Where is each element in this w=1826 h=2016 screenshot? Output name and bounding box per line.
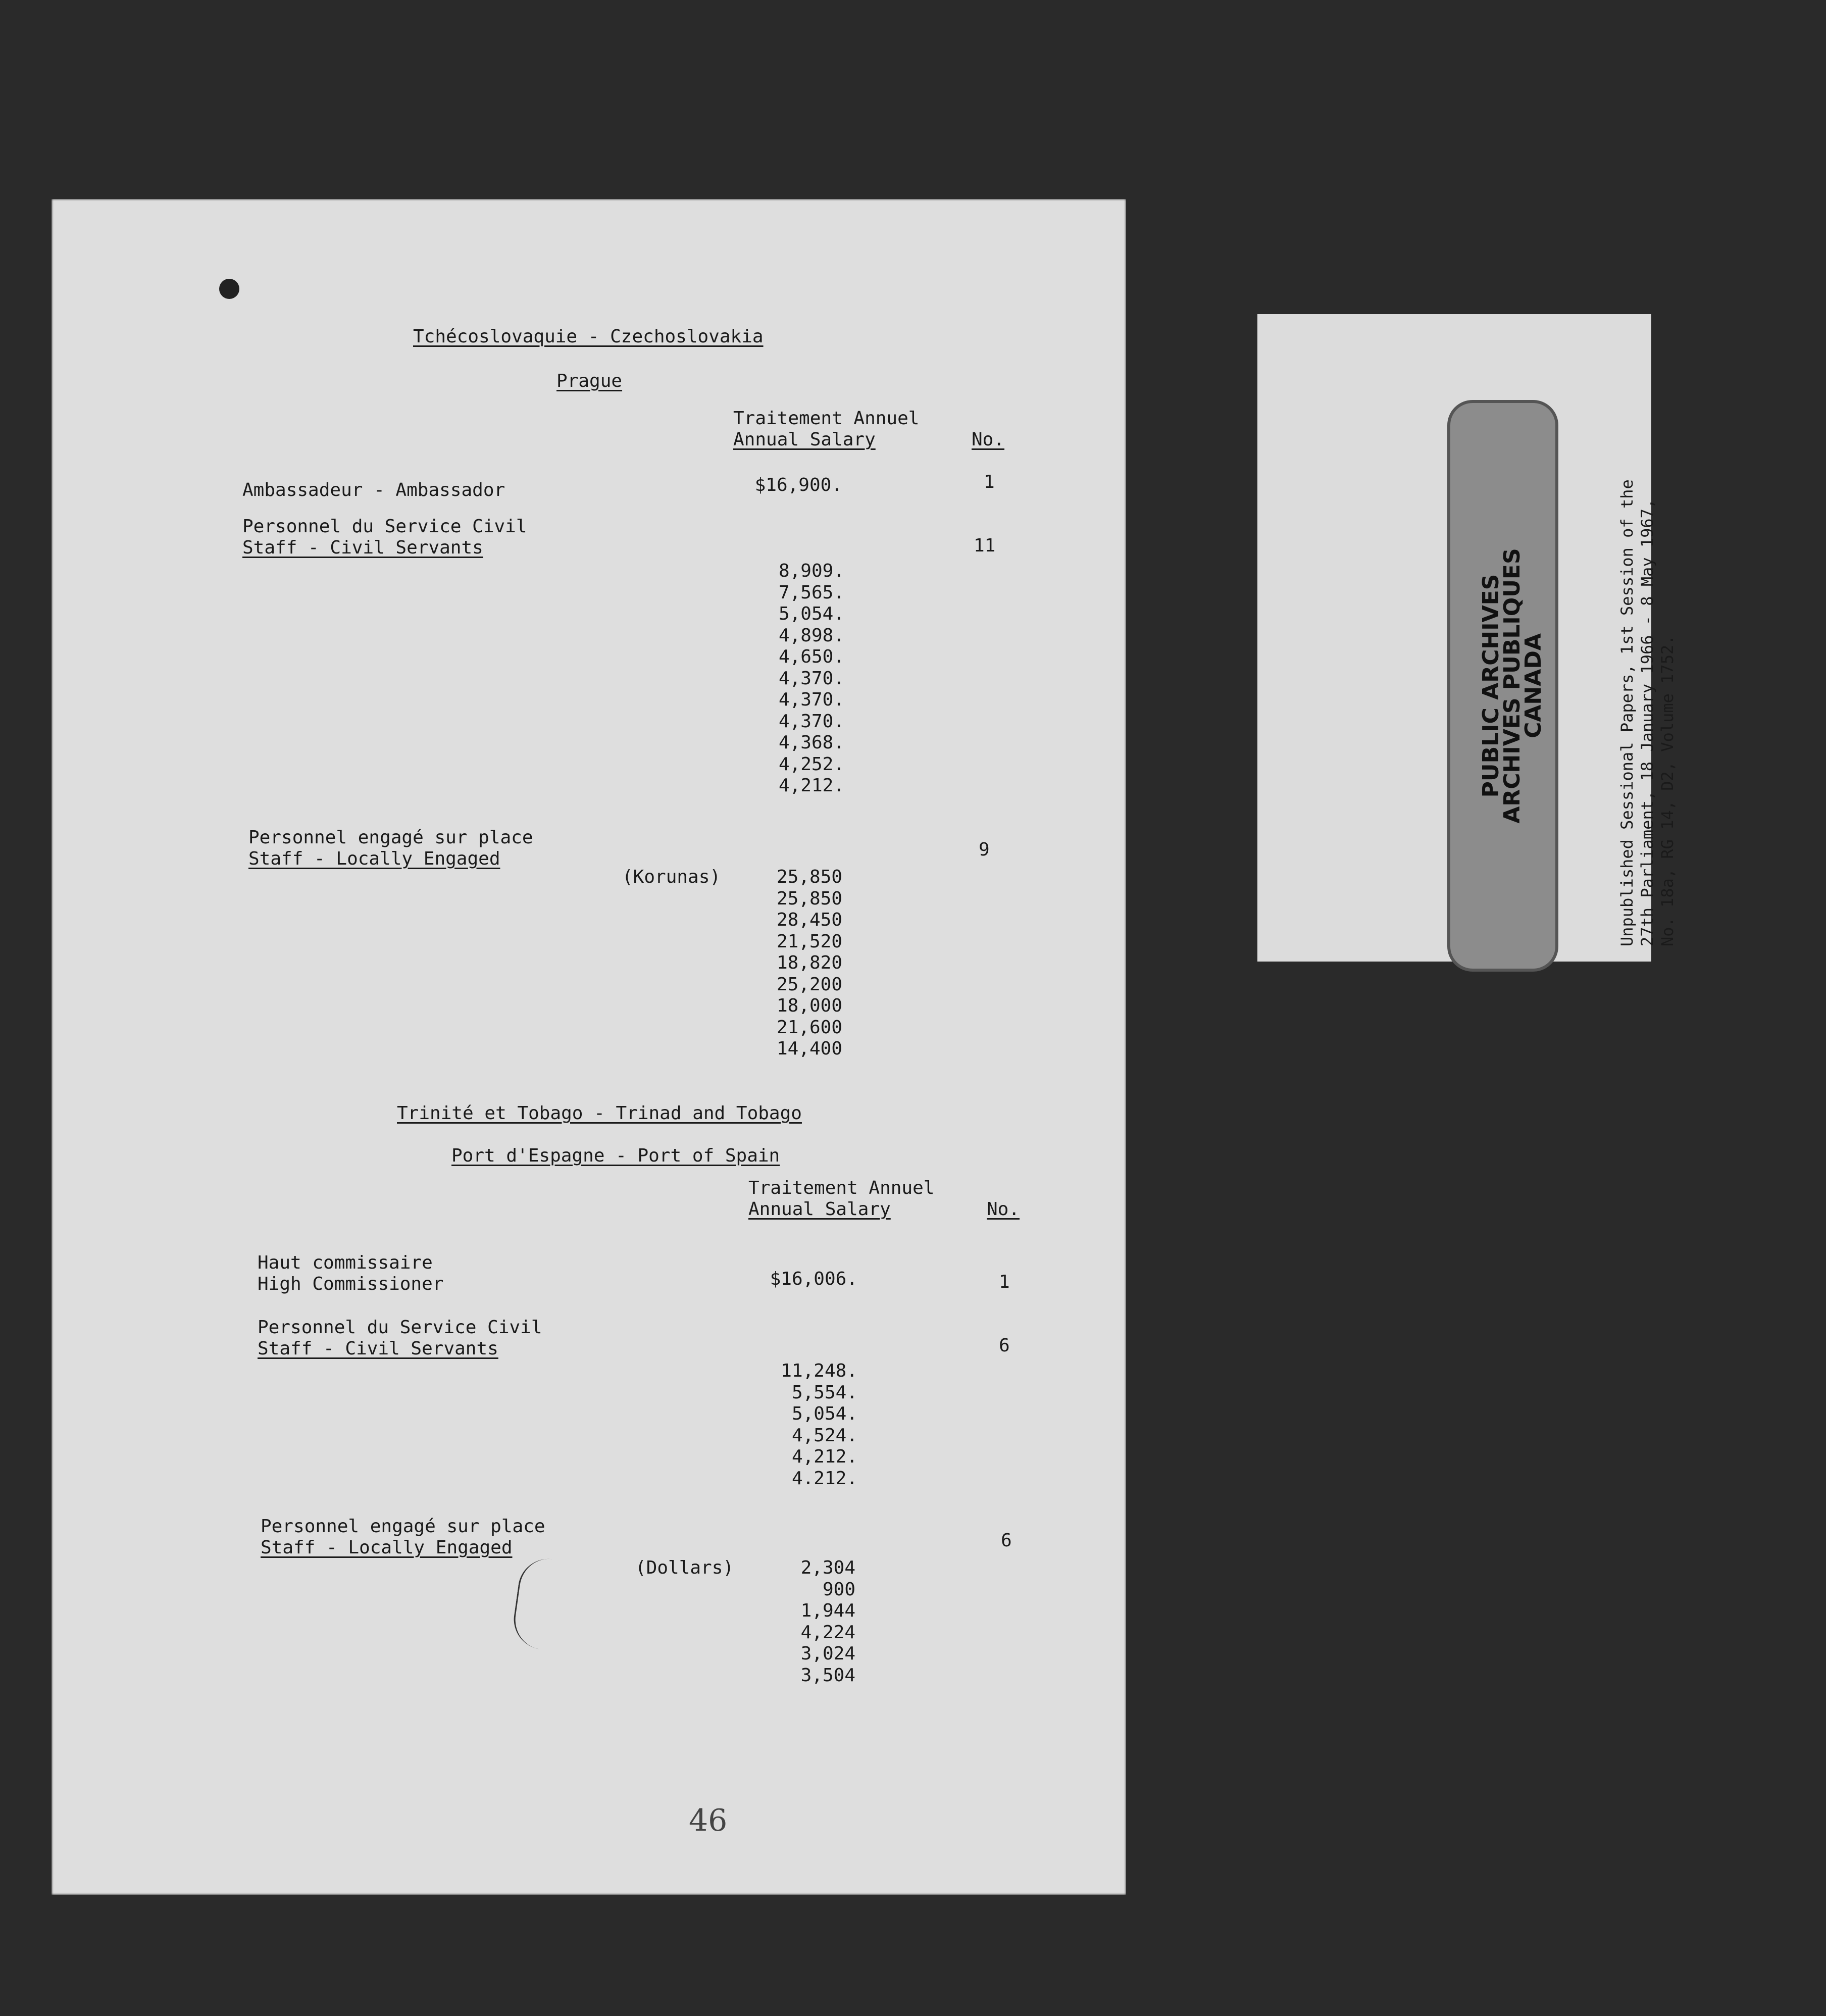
- ambassador-salary: $16,900.: [754, 475, 842, 495]
- salary-value: 4,224: [800, 1622, 855, 1643]
- salary-value: 25,850: [776, 888, 842, 909]
- section2-local-label-fr: Personnel engagé sur place: [261, 1516, 545, 1537]
- salary-value: 1,944: [800, 1600, 855, 1621]
- ambassador-count: 1: [984, 472, 995, 492]
- section1-civil-label-fr: Personnel du Service Civil: [242, 516, 527, 537]
- salary-value: 900: [822, 1579, 855, 1600]
- section2-local-currency: (Dollars): [635, 1557, 734, 1578]
- archives-stamp: [1447, 400, 1558, 972]
- section2-civil-salary-column: [756, 1360, 857, 1489]
- section2-salary-header-en: Annual Salary: [748, 1199, 891, 1220]
- citation-line: 27th Parliament, 18 January 1966 - 8 May 1967,: [1638, 498, 1657, 946]
- hc-label-fr: Haut commissaire: [258, 1252, 433, 1273]
- section1-civil-count: 11: [974, 535, 996, 556]
- salary-value: 18,820: [776, 952, 842, 973]
- salary-value: 3,504: [800, 1665, 855, 1686]
- salary-value: 4,212.: [778, 775, 844, 796]
- salary-value: 4,370.: [778, 711, 844, 732]
- section2-local-label-en: Staff - Locally Engaged: [261, 1537, 513, 1558]
- stamp-line: PUBLIC ARCHIVES: [1478, 574, 1504, 798]
- document-page: [52, 199, 1126, 1895]
- section1-civil-salary-column: [743, 561, 844, 797]
- salary-value: 4,524.: [791, 1425, 857, 1446]
- salary-value: 18,000: [776, 995, 842, 1016]
- hc-label-en: High Commissioner: [258, 1274, 444, 1294]
- salary-value: 5,054.: [791, 1403, 857, 1424]
- handwritten-bracket-mark: [510, 1555, 564, 1651]
- salary-value: 7,565.: [778, 582, 844, 603]
- salary-value: 8,909.: [778, 561, 844, 581]
- section1-local-currency: (Korunas): [622, 867, 721, 887]
- section1-salary-header-fr: Traitement Annuel: [733, 408, 920, 429]
- section1-local-label-fr: Personnel engagé sur place: [248, 827, 533, 848]
- punch-hole: [219, 279, 239, 299]
- section2-civil-label-en: Staff - Civil Servants: [258, 1338, 498, 1359]
- section1-local-label-en: Staff - Locally Engaged: [248, 848, 500, 869]
- section1-local-count: 9: [979, 839, 990, 860]
- salary-value: 21,600: [776, 1017, 842, 1038]
- salary-value: 3,024: [800, 1643, 855, 1664]
- salary-value: 4,650.: [778, 646, 844, 667]
- salary-value: 14,400: [776, 1038, 842, 1059]
- section2-salary-header-fr: Traitement Annuel: [748, 1178, 935, 1198]
- salary-value: 4.212.: [791, 1468, 857, 1489]
- section2-civil-count: 6: [999, 1335, 1010, 1356]
- section1-no-header: No.: [972, 429, 1005, 450]
- salary-value: 5,554.: [791, 1382, 857, 1403]
- salary-value: 4,370.: [778, 689, 844, 710]
- section1-civil-label-en: Staff - Civil Servants: [242, 537, 483, 558]
- salary-value: 11,248.: [781, 1360, 857, 1381]
- salary-value: 2,304: [800, 1557, 855, 1578]
- archive-citation-text: [1617, 479, 1678, 946]
- section1-country-heading: Tchécoslovaquie - Czechoslovakia: [413, 326, 764, 347]
- page-number: 46: [689, 1803, 728, 1838]
- salary-value: 25,200: [776, 974, 842, 995]
- section2-local-salary-column: [754, 1557, 855, 1686]
- section2-city-heading: Port d'Espagne - Port of Spain: [451, 1145, 780, 1166]
- salary-value: 4,252.: [778, 753, 844, 775]
- section1-city-heading: Prague: [556, 371, 623, 391]
- hc-salary: $16,006.: [770, 1269, 857, 1289]
- archives-stamp-text: [1478, 494, 1546, 878]
- hc-count: 1: [999, 1272, 1010, 1292]
- citation-line: No. 18a, RG 14, D2, Volume 1752.: [1658, 635, 1677, 946]
- salary-value: 4,370.: [778, 668, 844, 689]
- section1-salary-header-en: Annual Salary: [733, 429, 876, 450]
- section2-country-heading: Trinité et Tobago - Trinad and Tobago: [397, 1103, 802, 1124]
- salary-value: 21,520: [776, 931, 842, 952]
- salary-value: 5,054.: [778, 603, 844, 624]
- section2-civil-label-fr: Personnel du Service Civil: [258, 1317, 542, 1338]
- ambassador-label: Ambassadeur - Ambassador: [242, 480, 505, 500]
- salary-value: 28,450: [776, 910, 842, 930]
- salary-value: 25,850: [776, 867, 842, 887]
- section1-local-salary-column: [741, 867, 842, 1060]
- salary-value: 4,368.: [778, 732, 844, 753]
- citation-line: Unpublished Sessional Papers, 1st Session of the: [1617, 479, 1637, 946]
- archive-reference-card: [1257, 314, 1677, 962]
- stamp-line: ARCHIVES PUBLIQUES: [1499, 548, 1525, 824]
- salary-value: 4,898.: [778, 625, 844, 646]
- section2-local-count: 6: [1001, 1530, 1012, 1551]
- salary-value: 4,212.: [791, 1446, 857, 1467]
- stamp-line: CANADA: [1520, 633, 1546, 738]
- section2-no-header: No.: [987, 1199, 1020, 1220]
